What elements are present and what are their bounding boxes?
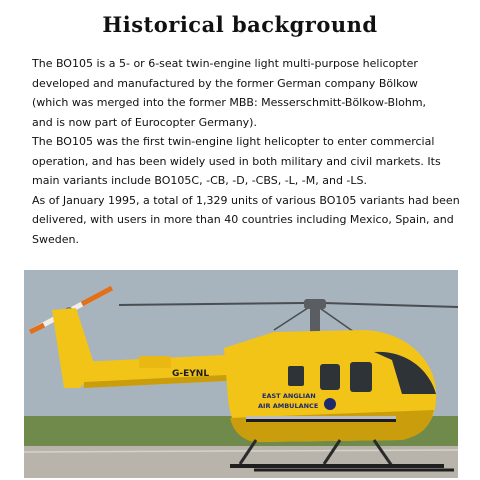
paragraph-line: (which was merged into the former MBB: Messerschmitt-Bölkow-Blohm,: [32, 96, 427, 109]
livery-line-1: EAST ANGLIAN: [262, 392, 316, 400]
paragraph-line: The BO105 was the first twin-engine light helicopter to enter commercial: [32, 135, 435, 148]
helicopter-illustration: [24, 270, 458, 478]
paragraph-line: developed and manufactured by the former German company Bölkow: [32, 76, 418, 90]
helicopter-photo: [24, 270, 458, 478]
paragraph-line: operation, and has been widely used in both military and civil markets. Its: [32, 154, 441, 168]
paragraph-line: The BO105 is a 5- or 6-seat twin-engine light multi-purpose helicopter: [32, 57, 418, 70]
paragraph-line: Sweden.: [32, 232, 79, 246]
description-paragraph: [32, 54, 464, 249]
emblem-icon: [324, 398, 336, 410]
paragraph-line: As of January 1995, a total of 1,329 units of various BO105 variants had been: [32, 193, 460, 207]
paragraph-line: and is now part of Eurocopter Germany).: [32, 115, 257, 129]
livery-line-2: AIR AMBULANCE: [258, 402, 319, 410]
paragraph-line: delivered, with users in more than 40 countries including Mexico, Spain, and: [32, 213, 454, 226]
page-title: Historical background: [102, 12, 378, 37]
registration-mark: G-EYNL: [172, 369, 210, 379]
paragraph-line: main variants include BO105C, -CB, -D, -CBS, -L, -M, and -LS.: [32, 174, 368, 187]
